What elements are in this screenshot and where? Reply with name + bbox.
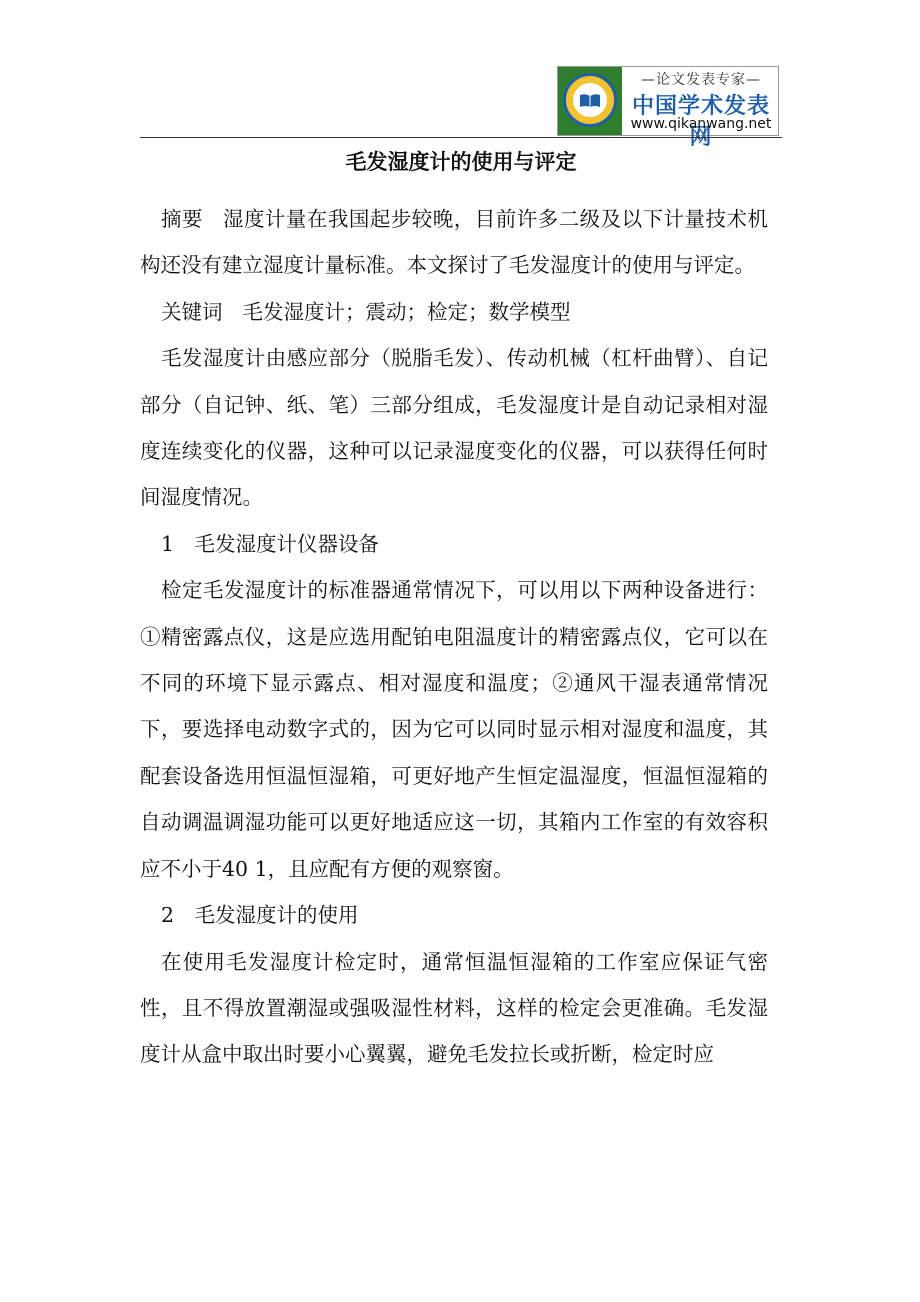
- intro-paragraph: 毛发湿度计由感应部分（脱脂毛发）、传动机械（杠杆曲臂）、自记部分（自记钟、纸、笔）三部分组成，毛发湿度计是自动记录相对湿度连续变化的仪器，这种可以记录湿度变化的仪器，可以获得任何时间湿度情况。: [140, 346, 768, 510]
- logo-url: www.qikanwang.net: [630, 116, 772, 132]
- publisher-logo: [557, 66, 779, 150]
- section-2-paragraph: 在使用毛发湿度计检定时，通常恒温恒湿箱的工作室应保证气密性，且不得放置潮湿或强吸湿性材料，这样的检定会更准确。毛发湿度计从盒中取出时要小心翼翼，避免毛发拉长或折断，检定时应: [140, 949, 768, 1067]
- document-body: [140, 196, 768, 1078]
- keywords-label: 关键词: [161, 299, 223, 324]
- section-1-paragraph: 检定毛发湿度计的标准器通常情况下，可以用以下两种设备进行：①精密露点仪，这是应选用配铂电阻温度计的精密露点仪，它可以在不同的环境下显示露点、相对湿度和温度；②通风干湿表通常情况下，要选择电动数字式的，因为它可以同时显示相对湿度和温度，其配套设备选用恒温恒湿箱，可更好地产生恒定温湿度，恒温恒湿箱的自动调温调湿功能可以更好地适应这一切，其箱内工作室的有效容积应不小于40 1，且应配有方便的观察窗。: [140, 578, 768, 881]
- seal-emblem: [558, 67, 622, 135]
- abstract-label: 摘要: [161, 207, 203, 231]
- abstract-text: 湿度计量在我国起步较晚，目前许多二级及以下计量技术机构还没有建立湿度计量标准。本文探讨了毛发湿度计的使用与评定。: [140, 207, 769, 278]
- document-title: 毛发湿度计的使用与评定: [345, 149, 577, 174]
- keywords-paragraph: [140, 289, 768, 335]
- logo-brand-name: 中国学术发表网: [631, 94, 770, 150]
- section-2-heading: 2 毛发湿度计的使用: [161, 903, 359, 928]
- book-icon: [579, 93, 601, 108]
- keywords-text: 毛发湿度计；震动；检定；数学模型: [242, 299, 571, 324]
- logo-slogan: —论文发表专家—: [641, 72, 761, 88]
- header-divider: [140, 137, 782, 138]
- section-1-heading: 1 毛发湿度计仪器设备: [161, 531, 380, 556]
- abstract-paragraph: [140, 196, 768, 289]
